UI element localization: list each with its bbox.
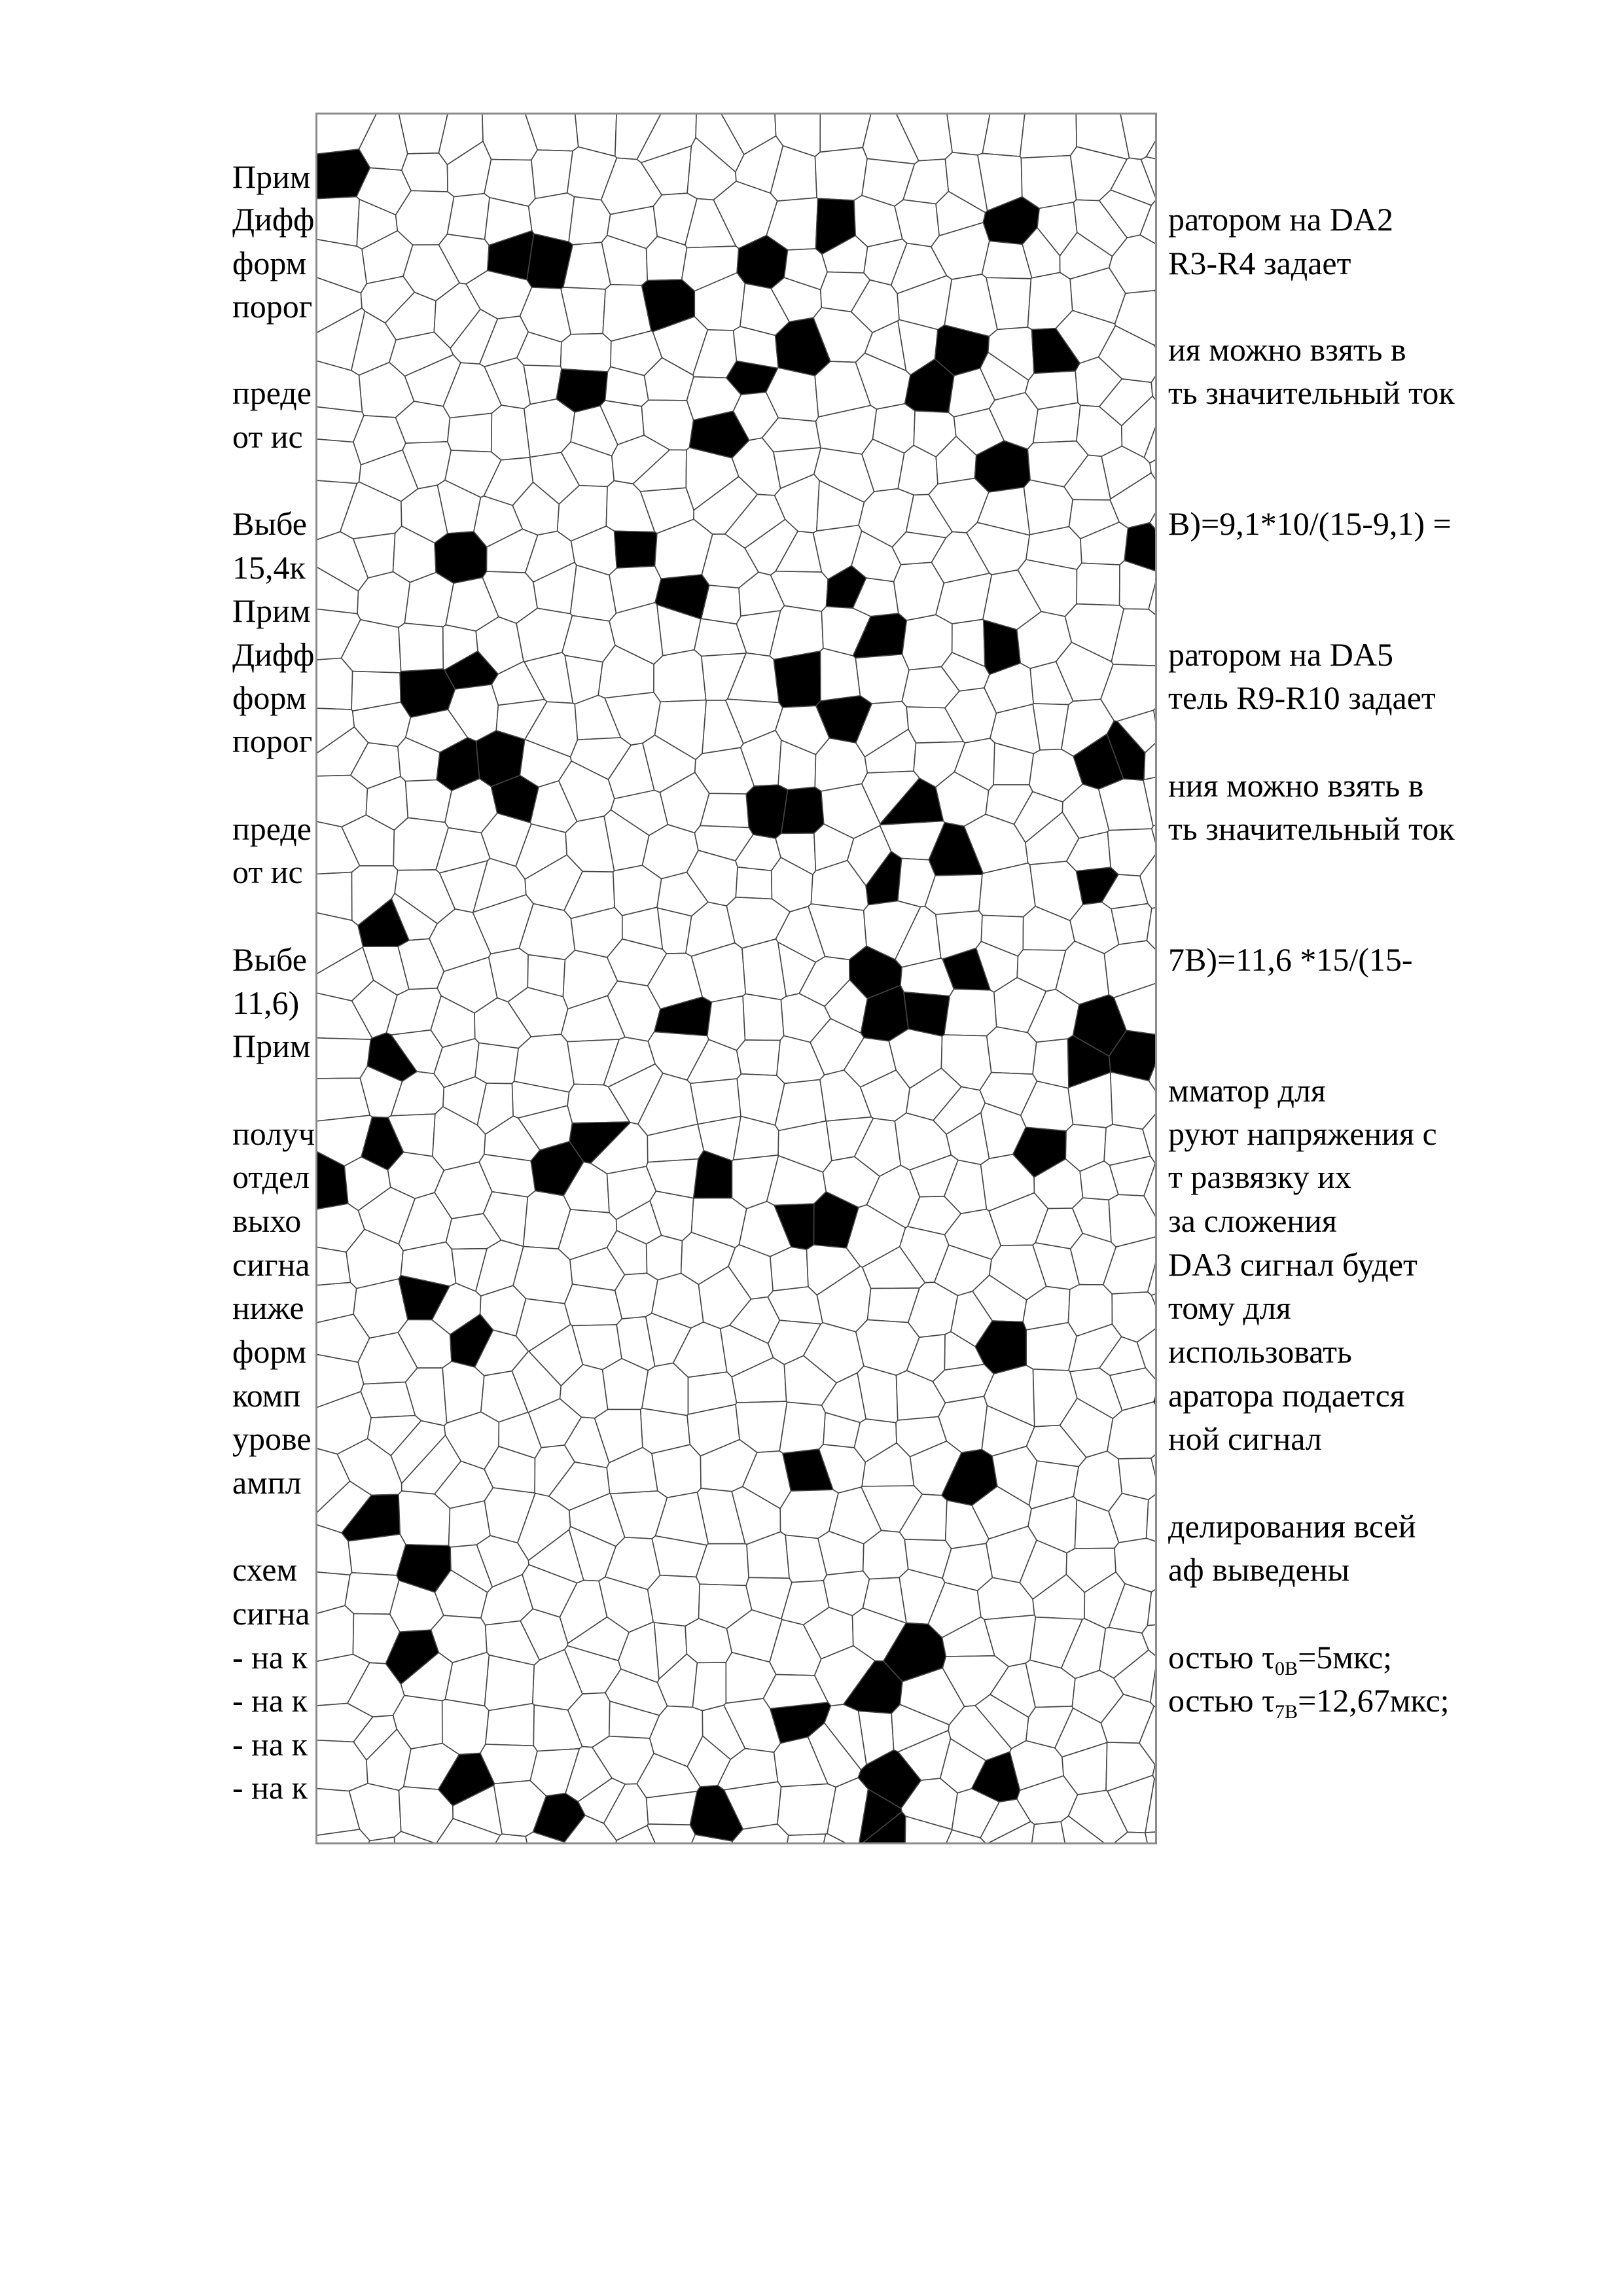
mosaic-cell	[1033, 1039, 1069, 1088]
mosaic-cell	[1077, 563, 1120, 605]
voronoi-mosaic	[317, 115, 1155, 1842]
left-fragment: ампл	[232, 1464, 302, 1501]
mosaic-cell	[345, 1573, 399, 1614]
left-fragment: Прим	[232, 1028, 311, 1064]
left-fragment: Выбе	[232, 505, 307, 542]
mosaic-dark-cell	[615, 531, 657, 568]
mosaic-cell	[561, 334, 611, 372]
mosaic-cell	[317, 197, 359, 247]
mosaic-cell	[565, 1284, 622, 1325]
mosaic-cell	[743, 994, 784, 1041]
mosaic-cell	[615, 1273, 658, 1319]
mosaic-cell	[475, 1043, 518, 1083]
tau-suffix: =5мкс;	[1298, 1639, 1393, 1676]
mosaic-cell	[569, 197, 611, 245]
mosaic-cell	[447, 194, 490, 240]
tau-suffix: =12,67мкс;	[1298, 1682, 1450, 1719]
left-fragment: - на к	[232, 1769, 308, 1806]
mosaic-cell	[486, 1704, 534, 1746]
mosaic-cell	[944, 989, 997, 1036]
mosaic-cell	[700, 793, 749, 827]
left-fragment: форм	[232, 245, 307, 281]
mosaic-cell	[647, 1791, 698, 1825]
mosaic-cell	[406, 780, 452, 823]
mosaic-cell	[524, 365, 562, 404]
left-fragment: - на к	[232, 1726, 308, 1763]
mosaic-cell	[692, 1662, 726, 1711]
right-fragment: ратором на DA2	[1168, 201, 1393, 238]
mosaic-cell	[1021, 156, 1076, 209]
left-fragment: порог	[232, 723, 313, 759]
left-fragment: порог	[232, 288, 313, 325]
mosaic-cell	[815, 147, 868, 200]
mosaic-dark-cell	[435, 531, 487, 583]
left-fragment: Дифф	[232, 201, 315, 238]
mosaic-cell	[779, 1402, 825, 1453]
mosaic-cell	[987, 1027, 1037, 1074]
mosaic-cell	[642, 1363, 688, 1416]
left-fragment: от ис	[232, 853, 303, 890]
left-fragment: Прим	[232, 592, 311, 629]
mosaic-cell	[1111, 1072, 1155, 1129]
mosaic-cell	[736, 867, 772, 899]
left-fragment: получ	[232, 1115, 315, 1152]
left-fragment: форм	[232, 1333, 307, 1370]
tau-subscript: 7В	[1275, 1701, 1298, 1723]
mosaic-cell	[925, 874, 982, 914]
tau-subscript: 0В	[1275, 1658, 1298, 1679]
left-fragment: отдел	[232, 1158, 310, 1195]
mosaic-cell	[855, 655, 909, 704]
right-fragment: т развязку их	[1168, 1158, 1351, 1195]
left-fragment: 15,4к	[232, 549, 306, 586]
mosaic-cell	[531, 150, 573, 198]
left-fragment: Дифф	[232, 636, 315, 673]
left-fragment: урове	[232, 1420, 312, 1457]
tau-line	[1168, 1681, 1450, 1732]
right-fragment: R3-R4 задает	[1168, 245, 1351, 281]
mosaic-cell	[647, 1824, 695, 1842]
right-fragment: за сложения	[1168, 1202, 1337, 1239]
mosaic-cell	[770, 1247, 808, 1291]
left-fragment: 11,6)	[232, 984, 300, 1021]
left-fragment: комп	[232, 1377, 301, 1414]
right-fragment: делирования всей	[1168, 1508, 1416, 1545]
mosaic-cell	[648, 1575, 700, 1626]
left-fragment: выхо	[232, 1202, 302, 1239]
left-fragment: преде	[232, 374, 312, 411]
mosaic-cell	[737, 1040, 781, 1075]
left-fragment: сигна	[232, 1246, 310, 1283]
tau-prefix: остью τ	[1168, 1682, 1275, 1719]
mosaic-overlay	[317, 115, 1155, 1842]
mosaic-cell	[1020, 115, 1077, 158]
left-fragment: схем	[232, 1551, 298, 1588]
mosaic-cell	[562, 616, 615, 662]
left-fragment: от ис	[232, 418, 303, 455]
mosaic-cell	[317, 872, 352, 921]
mosaic-cell	[782, 1834, 826, 1842]
left-fragment: сигна	[232, 1595, 310, 1632]
mosaic-dark-cell	[774, 651, 821, 708]
right-fragment: 7В)=11,6 *15/(15-	[1168, 941, 1413, 978]
left-fragment: ниже	[232, 1289, 304, 1326]
right-fragment: ть значительный ток	[1168, 374, 1455, 411]
mosaic-cell	[1033, 403, 1080, 442]
left-fragment: форм	[232, 679, 307, 716]
left-fragment: преде	[232, 810, 312, 847]
mosaic-cell	[348, 1534, 406, 1575]
right-fragment: аратора подается	[1168, 1377, 1405, 1414]
right-fragment: использовать	[1168, 1333, 1352, 1370]
tau-prefix: остью τ	[1168, 1639, 1275, 1676]
mosaic-cell	[1111, 904, 1152, 945]
left-fragment: Выбе	[232, 941, 307, 978]
right-fragment: тель R9-R10 задает	[1168, 679, 1436, 716]
right-fragment: ния можно взять в	[1168, 767, 1424, 804]
right-fragment: аф выведены	[1168, 1551, 1350, 1588]
mosaic-cell	[402, 153, 448, 192]
mosaic-cell	[448, 413, 492, 452]
mosaic-cell	[1024, 480, 1073, 535]
mosaic-cell	[821, 649, 861, 702]
mosaic-cell	[777, 1784, 836, 1836]
mosaic-cell	[442, 1700, 489, 1755]
left-fragment: Прим	[232, 158, 311, 195]
mosaic-cell	[647, 1236, 683, 1280]
right-fragment: В)=9,1*10/(15-9,1) =	[1168, 505, 1452, 542]
right-fragment: руют напряжения с	[1168, 1115, 1437, 1152]
right-fragment: DA3 сигнал будет	[1168, 1246, 1418, 1283]
mosaic-cell	[317, 1036, 370, 1079]
right-fragment: ратором на DA5	[1168, 636, 1393, 673]
mosaic-cell	[317, 658, 353, 710]
right-fragment: тому для	[1168, 1289, 1291, 1326]
mosaic-cell	[485, 1655, 535, 1711]
right-fragment: ть значительный ток	[1168, 810, 1455, 847]
mosaic-cell	[654, 650, 706, 702]
right-fragment: ной сигнал	[1168, 1420, 1322, 1457]
right-fragment: мматор для	[1168, 1072, 1326, 1109]
mosaic-dark-cell	[781, 787, 824, 834]
mosaic-cell	[1026, 1323, 1077, 1371]
right-fragment: ия можно взять в	[1168, 331, 1406, 368]
mosaic-cell	[652, 1444, 701, 1498]
mosaic-cell	[399, 623, 443, 672]
left-fragment: - на к	[232, 1682, 308, 1719]
left-fragment: - на к	[232, 1639, 308, 1676]
